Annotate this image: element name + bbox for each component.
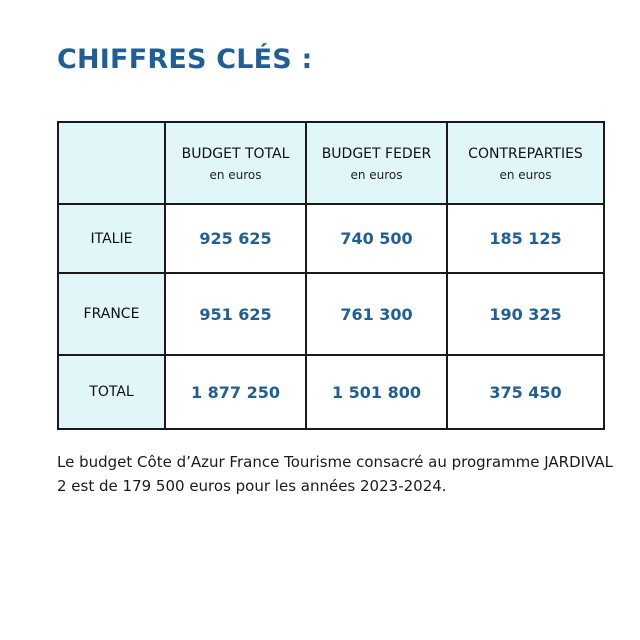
cell-value: 190 325	[447, 273, 604, 355]
header-unit: en euros	[350, 168, 403, 182]
cell-value: 761 300	[306, 273, 447, 355]
row-label: FRANCE	[58, 273, 165, 355]
budget-note: Le budget Côte d’Azur France Tourisme consacré au programme JARDIVAL 2 est de 179 500 euros pour les années 2023-2024.	[57, 453, 613, 495]
header-cell-budget-feder	[306, 122, 447, 204]
cell-value: 375 450	[447, 355, 604, 429]
table-row-italie	[58, 204, 604, 273]
cell-value: 1 877 250	[165, 355, 306, 429]
cell-value: 925 625	[165, 204, 306, 273]
cell-value: 185 125	[447, 204, 604, 273]
header-unit: en euros	[499, 168, 552, 182]
cell-value: 951 625	[165, 273, 306, 355]
row-label: TOTAL	[58, 355, 165, 429]
cell-value: 740 500	[306, 204, 447, 273]
key-figures-table	[57, 121, 605, 430]
header-cell-budget-total	[165, 122, 306, 204]
header-label: BUDGET FEDER	[321, 146, 432, 162]
page-title: CHIFFRES CLÉS :	[57, 44, 313, 75]
header-unit: en euros	[209, 168, 262, 182]
header-empty-cell	[58, 122, 165, 204]
header-row	[58, 122, 604, 204]
table-row-total	[58, 355, 604, 429]
header-label: BUDGET TOTAL	[181, 146, 290, 162]
row-label: ITALIE	[58, 204, 165, 273]
table-row-france	[58, 273, 604, 355]
cell-value: 1 501 800	[306, 355, 447, 429]
header-label: CONTREPARTIES	[468, 146, 583, 162]
header-cell-contreparties	[447, 122, 604, 204]
